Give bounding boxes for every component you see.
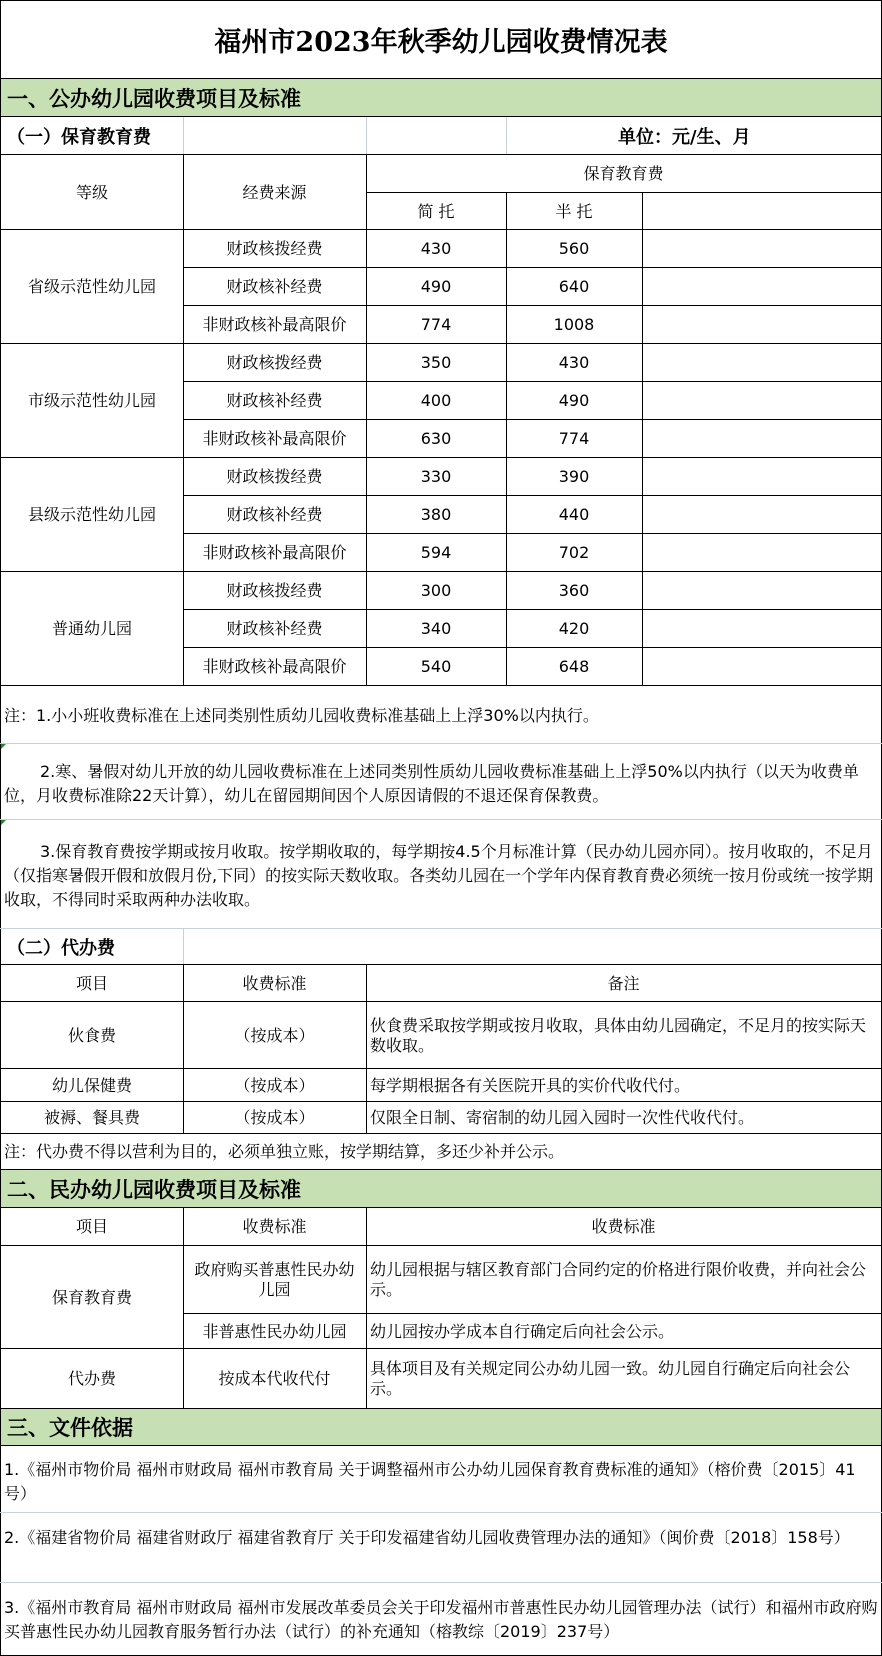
section3-heading: 三、文件依据 [1,1409,881,1445]
grid-line [506,192,507,686]
grid-line [183,609,882,610]
grid-line [366,192,882,193]
ban-value: 420 [558,619,590,638]
private-fee-type: 非普惠性民办幼儿园 [202,1321,347,1341]
grid-line [0,0,882,1]
grid-line [183,154,184,686]
jian-value: 330 [420,467,452,486]
ban-value: 774 [558,429,590,448]
ban-value: 490 [558,391,590,410]
header-grade: 等级 [75,182,108,202]
grid-line [366,117,367,154]
grade-cell: 县级示范性幼儿园 [27,505,156,524]
grid-line [183,928,184,965]
grid-line [183,533,882,534]
header-source: 经费来源 [242,182,307,202]
agent-standard: （按成本） [234,1075,315,1095]
grid-line [183,267,882,268]
cell-marker-icon [1,820,6,825]
grid-line [183,305,882,306]
agent-remark: 仅限全日制、寄宿制的幼儿园入园时一次性代收代付。 [370,1108,755,1127]
header-fee: 保育教育费 [583,164,664,183]
grid-line [0,343,882,344]
grade-cell: 省级示范性幼儿园 [27,277,156,296]
source-cell: 财政核补经费 [226,277,323,296]
header-ban: 半 托 [555,201,593,221]
private-fee-desc: 幼儿园按办学成本自行确定后向社会公示。 [370,1321,675,1341]
source-cell: 财政核补经费 [226,505,323,524]
grid-line [0,964,882,965]
grid-line [0,743,882,744]
grid-line [183,495,882,496]
agent-remark: 伙食费采取按学期或按月收取，具体由幼儿园确定，不足月的按实际天数收取。 [370,1015,867,1055]
source-cell: 非财政核补最高限价 [202,657,347,676]
private-header-standard: 收费标准 [242,1217,307,1236]
source-cell: 财政核拨经费 [226,239,323,258]
ban-value: 648 [558,657,590,676]
page-title: 福州市2023年秋季幼儿园收费情况表 [214,27,668,58]
agent-item: 被褥、餐具费 [43,1108,140,1127]
ban-value: 640 [558,277,590,296]
grid-line [366,1207,367,1409]
grid-line [0,928,882,929]
grid-line [506,117,507,154]
source-cell: 财政核补经费 [226,391,323,410]
ban-value: 1008 [553,315,595,334]
private-fee-item: 保育教育费 [51,1287,132,1307]
grid-line [0,1068,882,1069]
grid-line [0,819,882,820]
jian-value: 300 [420,581,452,600]
grid-line [183,1313,882,1314]
grid-line [183,381,882,382]
grid-line [183,647,882,648]
agent-item: 伙食费 [67,1025,116,1045]
grid-line [0,1133,882,1134]
note-1: 注：1.小小班收费标准在上述同类别性质幼儿园收费标准基础上上浮30%以内执行。 [4,706,599,725]
section1-heading: 一、公办幼儿园收费项目及标准 [1,79,881,116]
agent-standard: （按成本） [234,1108,315,1127]
jian-value: 774 [420,315,452,334]
grid-line [0,1512,882,1513]
sub1-label: （一）保育教育费 [7,126,151,148]
cell-marker-icon [1,744,6,749]
private-header-item: 项目 [75,1217,108,1236]
jian-value: 400 [420,391,452,410]
jian-value: 540 [420,657,452,676]
jian-value: 594 [420,543,452,562]
grid-line [183,964,184,1134]
jian-value: 490 [420,277,452,296]
grid-line [642,192,643,686]
jian-value: 340 [420,619,452,638]
doc-reference: 2.《福建省物价局 福建省财政厅 福建省教育厅 关于印发福建省幼儿园收费管理办法的通知》（闽价费〔2018〕158号） [4,1528,850,1547]
grid-line [0,685,882,686]
header-jian: 简 托 [417,201,455,221]
jian-value: 630 [420,429,452,448]
source-cell: 财政核拨经费 [226,467,323,486]
grid-line [0,1101,882,1102]
agent-note: 注：代办费不得以营利为目的，必须单独立账，按学期结算，多还少补并公示。 [4,1142,565,1161]
grid-line [183,419,882,420]
grid-line [0,1245,882,1246]
doc-reference: 3.《福州市教育局 福州市财政局 福州市发展改革委员会关于印发福州市普惠性民办幼儿园管理办法（试行）和福州市政府购买普惠性民办幼儿园教育服务暂行办法（试行）的补充通知（榕教综〔2019〕237号） [4,1598,878,1641]
agent-standard: （按成本） [234,1025,315,1045]
ban-value: 430 [558,353,590,372]
private-header-standard2: 收费标准 [591,1217,656,1236]
unit-label: 单位：元/生、月 [618,126,751,148]
grid-line [0,78,882,79]
grid-line [0,1001,882,1002]
ban-value: 702 [558,543,590,562]
jian-value: 380 [420,505,452,524]
grid-line [0,571,882,572]
agent-header-item: 项目 [75,973,108,993]
private-agent-desc: 具体项目及有关规定同公办幼儿园一致。幼儿园自行确定后向社会公示。 [370,1359,851,1398]
grid-line [0,154,882,155]
grid-line [0,1169,882,1170]
private-fee-desc: 幼儿园根据与辖区教育部门合同约定的价格进行限价收费，并向社会公示。 [370,1260,867,1299]
grid-line [0,116,882,117]
grid-line [0,1207,882,1208]
note-3: 3.保育教育费按学期或按月收取。按学期收取的，每学期按4.5个月标准计算（民办幼儿园亦同）。按月收取的，不足月（仅指寒暑假开假和放假月份,下同）的按实际天数收取。各类幼儿园在一个学年内保育教育费必须统一按月份或统一按学期收取，不得同时采取两种办法收取。 [4,842,874,909]
grid-line [0,1445,882,1446]
grid-line [0,1408,882,1409]
grid-line [183,1207,184,1409]
ban-value: 390 [558,467,590,486]
private-agent-item: 代办费 [67,1369,116,1388]
private-agent-type: 按成本代收代付 [218,1369,331,1388]
grade-cell: 普通幼儿园 [51,619,132,638]
source-cell: 财政核拨经费 [226,353,323,372]
source-cell: 非财政核补最高限价 [202,315,347,334]
agent-header-remark: 备注 [607,973,640,993]
source-cell: 财政核补经费 [226,619,323,638]
source-cell: 非财政核补最高限价 [202,543,347,562]
source-cell: 财政核拨经费 [226,581,323,600]
sub2-label: （二）代办费 [7,938,115,959]
agent-remark: 每学期根据各有关医院开具的实价代收代付。 [370,1075,691,1095]
agent-item: 幼儿保健费 [51,1075,132,1095]
jian-value: 350 [420,353,452,372]
grid-line [366,154,367,686]
jian-value: 430 [420,239,452,258]
ban-value: 440 [558,505,590,524]
doc-reference: 1.《福州市物价局 福州市财政局 福州市教育局 关于调整福州市公办幼儿园保育教育费标准的通知》（榕价费〔2015〕41号） [4,1460,856,1503]
ban-value: 360 [558,581,590,600]
grid-line [0,1348,882,1349]
grid-line [183,117,184,154]
grid-line [0,1582,882,1583]
section2-heading: 二、民办幼儿园收费项目及标准 [1,1170,881,1208]
grid-line [366,964,367,1134]
ban-value: 560 [558,239,590,258]
source-cell: 非财政核补最高限价 [202,429,347,448]
grid-line [0,229,882,230]
private-fee-type: 政府购买普惠性民办幼儿园 [194,1260,355,1299]
note-2: 2.寒、暑假对幼儿开放的幼儿园收费标准在上述同类别性质幼儿园收费标准基础上上浮50%以内执行（以天为收费单位，月收费标准除22天计算），幼儿在留园期间因个人原因请假的不退还保育保教费。 [4,762,859,805]
grade-cell: 市级示范性幼儿园 [27,391,156,410]
grid-line [0,457,882,458]
agent-header-standard: 收费标准 [242,973,307,993]
